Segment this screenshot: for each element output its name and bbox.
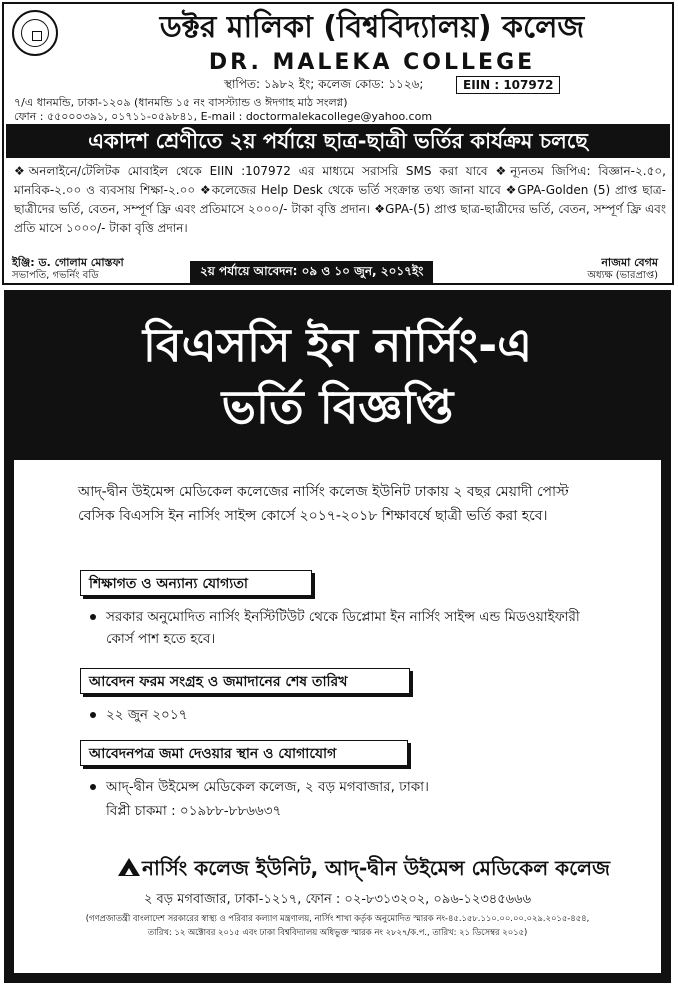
college-estd-line: স্থাপিত: ১৯৮২ ইং; কলেজ কোড: ১১২৬; [224,77,424,91]
admission-details: ❖অনলাইনে/টেলিটক মোবাইল থেকে EIIN :107972 এর মাধ্যমে সরাসরি SMS করা যাবে ❖ন্যূনতম জিপিএ: বিজ্ঞান-২.৫০, মানবিক-২.০০ ও ব্যবসায় শিক্ষা-২.০০ ❖কলেজের Help Desk থেকে ভর্তি সংক্রান্ত তথ্য জানা যাবে ❖GPA-Golden (5) প্রাপ্ত ছাত্র-ছাত্রীদের ভর্তি, বেতন, সম্পূর্ণ ফ্রি এবং প্রতিমাসে ২০০০/- টাকা বৃত্তি প্রদান। ❖GPA-(5) প্রাপ্ত ছাত্র-ছাত্রীদের ভর্তি, বেতন, সম্পূর্ণ ফ্রি এবং প্রতি মাসে ১০০০/- টাকা বৃত্তি প্রদান। [14,164,666,235]
nursing-ad-body [14,460,661,973]
section-heading-qualification: শিক্ষাগত ও অন্যান্য যোগ্যতা [80,570,312,596]
title-line-1: বিএসসি ইন নার্সিং-এ [142,318,533,372]
nursing-ad [4,290,671,983]
footer-institution-name: নার্সিং কলেজ ইউনিট, আদ্-দ্বীন উইমেন্স মেডিকেল কলেজ [142,856,610,880]
college-title-en: DR. MALEKA COLLEGE [208,50,536,75]
intro-paragraph: আদ্-দ্বীন উইমেন্স মেডিকেল কলেজের নার্সিং কলেজ ইউনিট ঢাকায় ২ বছর মেয়াদী পোস্ট বেসিক বিএসসি ইন নার্সিং সাইন্স কোর্সে ২০১৭-২০১৮ শিক্ষাবর্ষে ছাত্রী ভর্তি করা হবে। [78,484,569,524]
title-line-2: ভর্তি বিজ্ঞপ্তি [221,380,454,434]
section-heading-submission: আবেদনপত্র জমা দেওয়ার স্থান ও যোগাযোগ [80,740,408,766]
section-heading-deadline: আবেদন ফরম সংগ্রহ ও জমাদানের শেষ তারিখ [80,668,410,694]
chairman-name: ইঞ্জি: ড. গোলাম মোস্তফা [12,256,124,269]
college-contact: ফোন : ৫৫০০০৩৯১, ০১৭১১-০৫৯৮৪১, E-mail : doctormalekacollege@yahoo.com [14,110,433,123]
list-item: আদ্-দ্বীন উইমেন্স মেডিকেল কলেজ, ২ বড় মগবাজার, ঢাকা। [90,776,429,798]
bullet-icon [90,712,96,718]
principal-title: অধ্যক্ষ (ভারপ্রাপ্ত) [587,270,658,281]
contact-person: বিপ্লী চাকমা : ০১৯৮৮-৮৮৬৬৩৭ [106,803,282,819]
list-item: সরকার অনুমোদিত নার্সিং ইনস্টিটিউট থেকে ডিপ্লোমা ইন নার্সিং সাইন্স এন্ড মিডওয়াইফারী কোর্স পাশ হতে হবে। [90,606,610,650]
eiin-badge: EIIN : 107972 [456,76,560,94]
footer-approval-note-2: তারিখ: ১২ অক্টোবর ২০১৫ এবং ঢাকা বিশ্ববিদ্যালয় অধিভুক্ত স্মারক নং ২৮২৭/ক.প., তারিখ: ২১ ডিসেম্বর ২০১৫) [147,927,528,937]
college-ad [2,2,674,285]
bullet-icon [90,784,96,790]
footer-address: ২ বড় মগবাজার, ঢাকা-১২১৭, ফোন : ০২-৮৩১৩২০২, ০৯৬-১২৩৪৫৬৬৬ [143,892,532,907]
bullet-icon [90,614,96,620]
college-address: ৭/এ ধানমন্ডি, ঢাকা-১২০৯ (ধানমন্ডি ১৫ নং বাসস্ট্যান্ড ও ঈদগাহ মাঠ সংলগ্ন) [14,96,348,109]
footer-approval-note: (গণপ্রজাতন্ত্রী বাংলাদেশ সরকারের স্বাস্থ্য ও পরিবার কল্যাণ মন্ত্রণালয়, নার্সিং শাখা কর্তৃক অনুমোদিত স্মারক নং-৪৫.১৫৮.১১০.০০.০০.০২৯.২০১৫-৪৫৪, [85,913,590,923]
admission-banner: একাদশ শ্রেণীতে ২য় পর্যায়ে ছাত্র-ছাত্রী ভর্তির কার্যক্রম চলছে [6,124,670,158]
college-logo-icon [12,10,58,56]
college-title-bn: ডক্টর মালিকা (বিশ্ববিদ্যালয়) কলেজ [159,10,585,45]
principal-name: নাজমা বেগম [601,256,658,269]
list-item: ২২ জুন ২০১৭ [90,704,187,726]
nursing-ad-title [4,314,671,438]
application-date-badge: ২য় পর্যায়ে আবেদন: ০৯ ও ১০ জুন, ২০১৭ইং [190,261,433,285]
chairman-title: সভাপতি, গভর্নিং বডি [12,270,99,281]
